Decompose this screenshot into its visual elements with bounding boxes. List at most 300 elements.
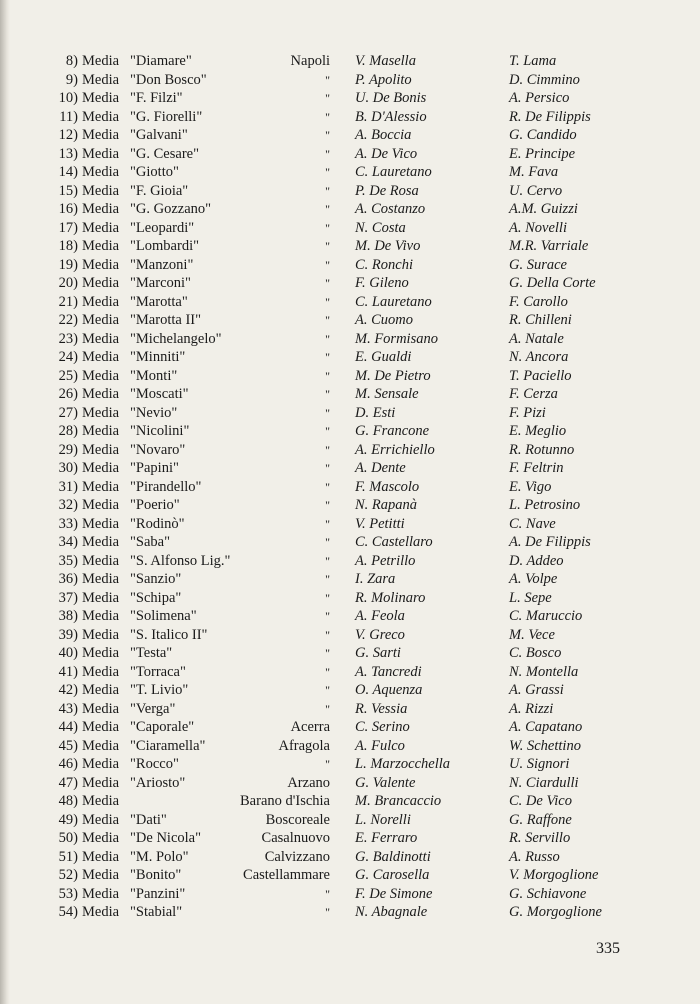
person-2: A. Natale [509, 330, 564, 347]
school-city: Barano d'Ischia [240, 793, 330, 809]
school-city: " [325, 294, 330, 309]
school-type: Media [82, 219, 120, 236]
person-2: G. Raffone [509, 811, 572, 828]
school-name: "Monti" [130, 367, 178, 384]
school-type: Media [82, 145, 120, 162]
school-name: "Manzoni" [130, 256, 194, 273]
school-name: "Torraca" [130, 663, 186, 680]
person-1: F. Gileno [355, 275, 409, 291]
person-2: F. Cerza [509, 386, 558, 402]
school-city: " [325, 220, 330, 235]
school-type: Media [82, 571, 120, 587]
school-name: "F. Filzi" [130, 90, 183, 106]
person-2: C. Maruccio [509, 608, 583, 624]
list-item [0, 89, 700, 108]
school-type: Media [82, 71, 120, 88]
school-city: " [325, 683, 330, 697]
item-number: 10) [58, 90, 78, 106]
list-item [0, 478, 700, 497]
school-city: " [325, 368, 330, 383]
school-name: "Rocco" [130, 756, 179, 772]
school-name: "Poerio" [130, 497, 180, 513]
list-item [0, 126, 700, 145]
item-number: 53) [58, 885, 78, 902]
person-1: U. De Bonis [355, 90, 427, 106]
school-city: Napoli [290, 53, 330, 69]
list-item [0, 200, 700, 219]
school-type: Media [82, 90, 120, 106]
school-type: Media [82, 848, 120, 865]
item-number: 38) [58, 608, 78, 624]
list-item [0, 626, 700, 645]
school-city: " [325, 165, 330, 179]
person-2: C. De Vico [509, 793, 572, 809]
person-2: F. Pizi [509, 404, 546, 421]
list-item [0, 718, 700, 737]
school-list [0, 52, 700, 922]
school-name: "M. Polo" [130, 848, 189, 865]
item-number: 45) [58, 737, 78, 754]
person-1: I. Zara [355, 571, 396, 587]
person-1: D. Esti [355, 404, 396, 421]
school-city: Boscoreale [265, 811, 330, 828]
item-number: 29) [58, 441, 78, 458]
person-1: P. Apolito [355, 71, 412, 88]
person-2: A. Novelli [509, 219, 567, 236]
person-2: F. Feltrin [509, 460, 564, 476]
school-city: " [325, 350, 330, 364]
school-city: " [325, 757, 330, 771]
item-number: 24) [58, 349, 78, 365]
person-1: M. De Vivo [355, 238, 421, 254]
school-type: Media [82, 626, 120, 643]
person-1: P. De Rosa [355, 182, 419, 199]
school-name: "Schipa" [130, 589, 182, 606]
person-1: G. Sarti [355, 645, 401, 661]
list-item [0, 570, 700, 589]
item-number: 23) [58, 330, 78, 347]
school-type: Media [82, 312, 120, 328]
list-item [0, 848, 700, 867]
person-2: E. Principe [509, 145, 576, 162]
person-2: G. Morgoglione [509, 904, 602, 920]
list-item [0, 145, 700, 164]
school-city: " [325, 91, 330, 105]
school-name: "Saba" [130, 534, 171, 550]
person-1: R. Molinaro [355, 589, 426, 606]
school-name: "Sanzio" [130, 571, 182, 587]
person-1: M. Formisano [355, 330, 438, 347]
list-item [0, 219, 700, 238]
person-2: W. Schettino [509, 737, 581, 754]
school-type: Media [82, 552, 120, 569]
list-item [0, 515, 700, 534]
list-item [0, 792, 700, 811]
school-name: "S. Italico II" [130, 626, 208, 643]
person-1: A. Feola [355, 608, 405, 624]
person-2: C. Nave [509, 515, 556, 532]
school-type: Media [82, 460, 120, 476]
school-type: Media [82, 386, 120, 402]
person-2: R. Rotunno [509, 441, 575, 458]
list-item [0, 256, 700, 275]
school-name: "G. Fiorelli" [130, 108, 203, 125]
school-type: Media [82, 53, 120, 69]
person-1: G. Carosella [355, 867, 430, 883]
person-1: A. Fulco [355, 737, 405, 754]
person-2: D. Cimmino [509, 71, 580, 88]
school-name: "Moscati" [130, 386, 189, 402]
school-type: Media [82, 904, 120, 920]
item-number: 12) [58, 127, 78, 143]
list-item [0, 607, 700, 626]
item-number: 39) [58, 626, 78, 643]
list-item [0, 700, 700, 719]
item-number: 18) [58, 238, 78, 254]
person-1: A. De Vico [355, 145, 418, 162]
list-item [0, 885, 700, 904]
item-number: 27) [58, 404, 78, 421]
person-1: C. Ronchi [355, 256, 413, 273]
item-number: 43) [58, 700, 78, 717]
school-city: " [325, 239, 330, 253]
list-item [0, 274, 700, 293]
school-type: Media [82, 275, 120, 291]
person-1: N. Rapanà [355, 497, 418, 513]
item-number: 19) [58, 256, 78, 273]
person-2: T. Paciello [509, 367, 572, 384]
school-type: Media [82, 330, 120, 347]
school-city: " [325, 109, 330, 124]
school-name: "Nevio" [130, 404, 178, 421]
item-number: 26) [58, 386, 78, 402]
item-number: 17) [58, 219, 78, 236]
person-1: F. De Simone [355, 885, 433, 902]
person-1: B. D'Alessio [355, 108, 427, 125]
school-city: Calvizzano [264, 848, 330, 865]
school-city: Acerra [290, 719, 330, 735]
school-type: Media [82, 423, 120, 439]
school-city: " [325, 202, 330, 216]
item-number: 22) [58, 312, 78, 328]
school-type: Media [82, 756, 120, 772]
school-name: "Stabial" [130, 904, 183, 920]
item-number: 28) [58, 423, 78, 439]
person-2: U. Cervo [509, 182, 563, 199]
person-2: N. Montella [509, 663, 579, 680]
person-1: G. Valente [355, 774, 416, 791]
person-2: L. Petrosino [509, 497, 581, 513]
person-2: V. Morgoglione [509, 867, 599, 883]
school-city: " [325, 313, 330, 327]
school-name: "De Nicola" [130, 830, 202, 846]
school-city: " [325, 609, 330, 623]
school-name: "Pirandello" [130, 478, 202, 495]
list-item [0, 108, 700, 127]
person-2: R. Servillo [509, 830, 571, 846]
person-2: A. Rizzi [509, 700, 554, 717]
school-type: Media [82, 367, 120, 384]
item-number: 13) [58, 145, 78, 162]
page-number: 335 [596, 940, 620, 957]
list-item [0, 811, 700, 830]
item-number: 50) [58, 830, 78, 846]
school-type: Media [82, 811, 120, 828]
person-1: A. Costanzo [355, 201, 426, 217]
item-number: 30) [58, 460, 78, 476]
school-city: " [325, 442, 330, 457]
school-type: Media [82, 830, 120, 846]
school-name: "Dati" [130, 811, 167, 828]
list-item [0, 441, 700, 460]
school-type: Media [82, 404, 120, 421]
school-name: "Bonito" [130, 867, 182, 883]
list-item [0, 496, 700, 515]
school-name: "Marotta II" [130, 312, 202, 328]
school-city: " [325, 257, 330, 272]
person-1: A. Boccia [355, 127, 412, 143]
school-name: "Don Bosco" [130, 71, 207, 88]
school-type: Media [82, 201, 120, 217]
list-item [0, 552, 700, 571]
person-2: R. Chilleni [509, 312, 572, 328]
school-name: "Diamare" [130, 53, 192, 69]
item-number: 14) [58, 164, 78, 180]
school-type: Media [82, 534, 120, 550]
person-2: G. Surace [509, 256, 567, 273]
item-number: 36) [58, 571, 78, 587]
list-item [0, 404, 700, 423]
school-city: " [325, 146, 330, 161]
item-number: 37) [58, 589, 78, 606]
person-2: N. Ancora [509, 349, 569, 365]
list-item [0, 385, 700, 404]
list-item [0, 293, 700, 312]
school-type: Media [82, 645, 120, 661]
list-item [0, 311, 700, 330]
person-2: N. Ciardulli [509, 774, 579, 791]
list-item [0, 330, 700, 349]
item-number: 46) [58, 756, 78, 772]
school-type: Media [82, 182, 120, 199]
person-1: A. Tancredi [355, 663, 422, 680]
school-type: Media [82, 127, 120, 143]
school-city: " [325, 701, 330, 716]
person-1: A. Cuomo [355, 312, 413, 328]
school-type: Media [82, 256, 120, 273]
school-name: "Panzini" [130, 885, 186, 902]
list-item [0, 237, 700, 256]
person-2: E. Meglio [509, 423, 567, 439]
school-name: "S. Alfonso Lig." [130, 552, 231, 569]
school-city: " [325, 405, 330, 420]
school-city: " [325, 276, 330, 290]
item-number: 41) [58, 663, 78, 680]
school-city: " [325, 424, 330, 438]
person-2: A. Persico [509, 90, 570, 106]
person-2: A. Capatano [509, 719, 583, 735]
item-number: 34) [58, 534, 78, 550]
person-1: N. Costa [355, 219, 406, 236]
person-2: A. Grassi [509, 682, 564, 698]
school-name: "Marconi" [130, 275, 191, 291]
school-name: "Testa" [130, 645, 173, 661]
school-name: "Lombardi" [130, 238, 200, 254]
school-name: "Michelangelo" [130, 330, 222, 347]
person-1: V. Greco [355, 626, 405, 643]
item-number: 32) [58, 497, 78, 513]
person-1: C. Serino [355, 719, 410, 735]
school-type: Media [82, 682, 120, 698]
list-item [0, 367, 700, 386]
school-city: " [325, 461, 330, 475]
person-2: A. Russo [509, 848, 560, 865]
person-1: C. Castellaro [355, 534, 433, 550]
person-2: E. Vigo [509, 478, 552, 495]
person-1: M. Brancaccio [355, 793, 442, 809]
person-2: C. Bosco [509, 645, 562, 661]
item-number: 51) [58, 848, 78, 865]
person-1: L. Marzocchella [355, 756, 451, 772]
person-1: O. Aquenza [355, 682, 423, 698]
school-city: " [325, 646, 330, 660]
school-type: Media [82, 108, 120, 125]
person-1: A. Petrillo [355, 552, 416, 569]
school-type: Media [82, 293, 120, 310]
school-name: "Marotta" [130, 293, 188, 310]
school-city: " [325, 516, 330, 531]
item-number: 44) [58, 719, 78, 735]
item-number: 42) [58, 682, 78, 698]
school-name: "T. Livio" [130, 682, 189, 698]
person-2: A. De Filippis [509, 534, 591, 550]
list-item [0, 163, 700, 182]
school-type: Media [82, 719, 120, 735]
list-item [0, 903, 700, 922]
item-number: 9) [65, 71, 78, 88]
person-2: G. Schiavone [509, 885, 587, 902]
person-1: A. Errichiello [355, 441, 435, 458]
person-2: D. Addeo [509, 552, 564, 569]
school-city: " [325, 498, 330, 512]
person-1: A. Dente [355, 460, 406, 476]
list-item [0, 681, 700, 700]
item-number: 54) [58, 904, 78, 920]
school-city: " [325, 905, 330, 919]
school-city: " [325, 183, 330, 198]
item-number: 40) [58, 645, 78, 661]
list-item [0, 348, 700, 367]
school-type: Media [82, 793, 120, 809]
school-city: " [325, 535, 330, 549]
person-1: M. De Pietro [355, 367, 431, 384]
list-item [0, 459, 700, 478]
school-type: Media [82, 700, 120, 717]
school-city: " [325, 387, 330, 401]
person-2: G. Della Corte [509, 275, 596, 291]
school-name: "Minniti" [130, 349, 186, 365]
school-name: "G. Cesare" [130, 145, 200, 162]
list-item [0, 737, 700, 756]
person-2: L. Sepe [509, 589, 552, 606]
person-2: U. Signori [509, 756, 570, 772]
school-name: "Giotto" [130, 164, 179, 180]
item-number: 52) [58, 867, 78, 883]
school-type: Media [82, 478, 120, 495]
list-item [0, 755, 700, 774]
school-city: Casalnuovo [261, 830, 330, 846]
school-name: "Verga" [130, 700, 176, 717]
person-2: M.R. Varriale [509, 238, 589, 254]
item-number: 8) [65, 53, 78, 69]
school-city: " [325, 479, 330, 494]
person-1: C. Lauretano [355, 164, 432, 180]
school-type: Media [82, 589, 120, 606]
school-name: "F. Gioia" [130, 182, 189, 199]
person-1: G. Baldinotti [355, 848, 431, 865]
person-1: N. Abagnale [355, 904, 428, 920]
list-item [0, 644, 700, 663]
item-number: 31) [58, 478, 78, 495]
person-2: T. Lama [509, 53, 557, 69]
item-number: 47) [58, 774, 78, 791]
person-2: M. Fava [509, 164, 559, 180]
school-name: "Galvani" [130, 127, 188, 143]
list-item [0, 774, 700, 793]
school-name: "Rodinò" [130, 515, 185, 532]
item-number: 35) [58, 552, 78, 569]
list-item [0, 422, 700, 441]
list-item [0, 182, 700, 201]
item-number: 49) [58, 811, 78, 828]
person-2: A. Volpe [509, 571, 558, 587]
school-type: Media [82, 515, 120, 532]
school-type: Media [82, 164, 120, 180]
list-item [0, 866, 700, 885]
person-1: M. Sensale [355, 386, 419, 402]
item-number: 48) [58, 793, 78, 809]
school-name: "Novaro" [130, 441, 186, 458]
school-name: "Ciaramella" [130, 737, 206, 754]
person-2: G. Candido [509, 127, 577, 143]
school-city: " [325, 627, 330, 642]
school-type: Media [82, 885, 120, 902]
person-1: L. Norelli [355, 811, 411, 828]
item-number: 15) [58, 182, 78, 199]
school-city: " [325, 128, 330, 142]
school-name: "Ariosto" [130, 774, 186, 791]
school-city: " [325, 72, 330, 87]
person-1: F. Mascolo [355, 478, 420, 495]
person-1: E. Ferraro [355, 830, 418, 846]
school-type: Media [82, 441, 120, 458]
school-type: Media [82, 774, 120, 791]
item-number: 33) [58, 515, 78, 532]
person-2: M. Vece [509, 626, 555, 643]
item-number: 25) [58, 367, 78, 384]
school-name: "G. Gozzano" [130, 201, 212, 217]
school-name: "Caporale" [130, 719, 195, 735]
school-name: "Nicolini" [130, 423, 190, 439]
school-city: " [325, 331, 330, 346]
school-type: Media [82, 608, 120, 624]
item-number: 16) [58, 201, 78, 217]
person-1: V. Masella [355, 53, 416, 69]
school-name: "Leopardi" [130, 219, 195, 236]
school-city: " [325, 886, 330, 901]
school-type: Media [82, 349, 120, 365]
list-item [0, 829, 700, 848]
